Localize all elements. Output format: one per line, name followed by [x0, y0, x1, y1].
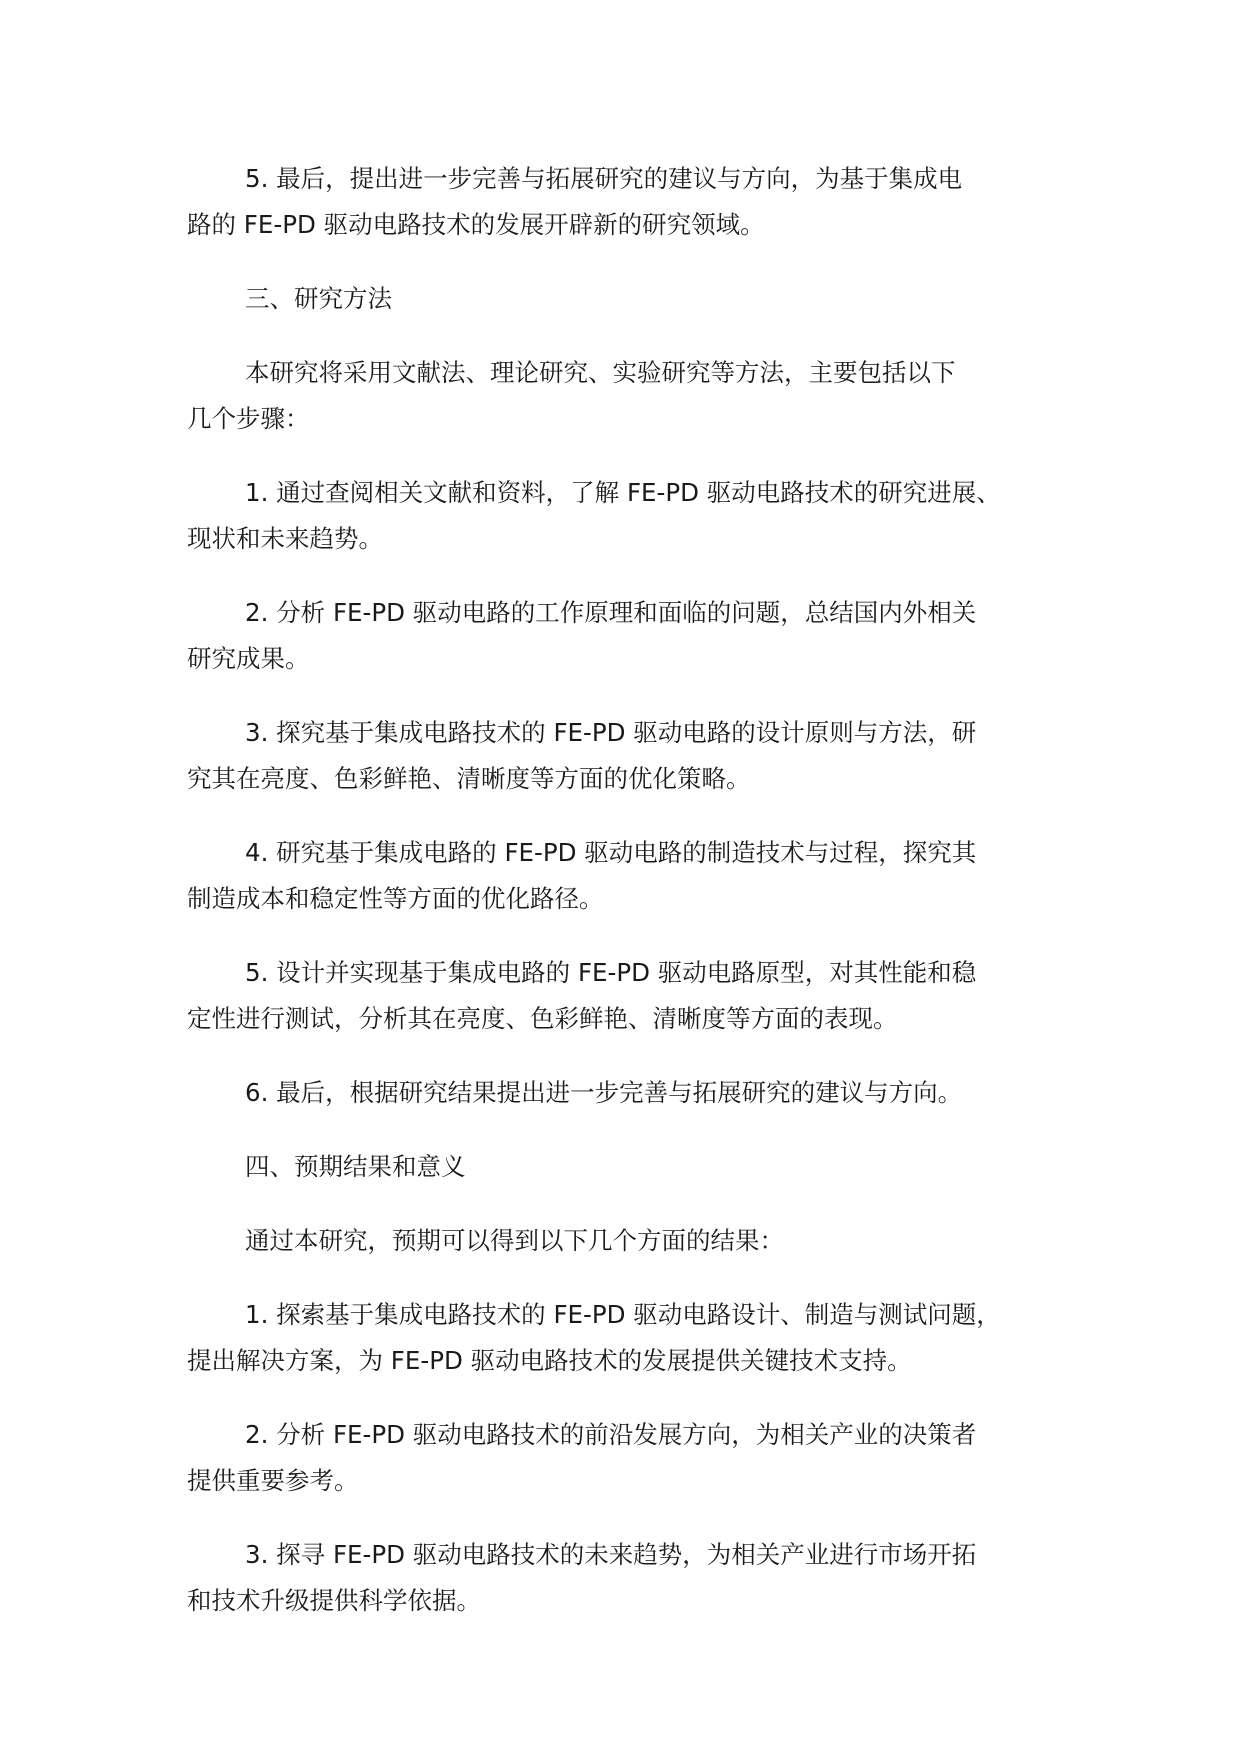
paragraph-result-3	[187, 1532, 1087, 1624]
text-line: 1. 探索基于集成电路技术的 FE-PD 驱动电路设计、制造与测试问题，	[245, 1300, 1001, 1329]
text-line: 定性进行测试，分析其在亮度、色彩鲜艳、清晰度等方面的表现。	[187, 1004, 898, 1033]
text-line: 现状和未来趋势。	[187, 524, 383, 553]
text-line: 5. 设计并实现基于集成电路的 FE-PD 驱动电路原型，对其性能和稳	[245, 958, 977, 987]
text-line: 提供重要参考。	[187, 1466, 359, 1495]
text-line: 提出解决方案，为 FE-PD 驱动电路技术的发展提供关键技术支持。	[187, 1346, 912, 1375]
paragraph-method-step-5	[187, 950, 1087, 1042]
section-heading-research-methods	[187, 276, 1087, 322]
text-line: 3. 探寻 FE-PD 驱动电路技术的未来趋势，为相关产业进行市场开拓	[245, 1540, 977, 1569]
text-line: 6. 最后，根据研究结果提出进一步完善与拓展研究的建议与方向。	[245, 1078, 963, 1107]
paragraph-method-step-1	[187, 470, 1087, 562]
paragraph-results-intro	[187, 1218, 1087, 1264]
text-line: 四、预期结果和意义	[245, 1152, 466, 1181]
paragraph-result-2	[187, 1412, 1087, 1504]
paragraph-method-step-2	[187, 590, 1087, 682]
text-line: 研究成果。	[187, 644, 310, 673]
text-line: 路的 FE-PD 驱动电路技术的发展开辟新的研究领域。	[187, 210, 765, 239]
paragraph-result-1	[187, 1292, 1087, 1384]
paragraph-conclusion-item-5	[187, 156, 1087, 248]
text-line: 和技术升级提供科学依据。	[187, 1586, 481, 1615]
paragraph-method-step-3	[187, 710, 1087, 802]
paragraph-method-step-4	[187, 830, 1087, 922]
text-line: 通过本研究，预期可以得到以下几个方面的结果：	[245, 1226, 784, 1255]
paragraph-method-step-6	[187, 1070, 1087, 1116]
document-body	[187, 156, 1087, 1652]
text-line: 1. 通过查阅相关文献和资料，了解 FE-PD 驱动电路技术的研究进展、	[245, 478, 1001, 507]
text-line: 几个步骤：	[187, 404, 310, 433]
text-line: 3. 探究基于集成电路技术的 FE-PD 驱动电路的设计原则与方法，研	[245, 718, 977, 747]
text-line: 制造成本和稳定性等方面的优化路径。	[187, 884, 604, 913]
text-line: 本研究将采用文献法、理论研究、实验研究等方法，主要包括以下	[245, 358, 956, 387]
text-line: 2. 分析 FE-PD 驱动电路的工作原理和面临的问题，总结国内外相关	[245, 598, 977, 627]
text-line: 5. 最后，提出进一步完善与拓展研究的建议与方向，为基于集成电	[245, 164, 963, 193]
paragraph-methods-intro	[187, 350, 1087, 442]
text-line: 2. 分析 FE-PD 驱动电路技术的前沿发展方向，为相关产业的决策者	[245, 1420, 977, 1449]
text-line: 究其在亮度、色彩鲜艳、清晰度等方面的优化策略。	[187, 764, 751, 793]
text-line: 三、研究方法	[245, 284, 392, 313]
section-heading-expected-results	[187, 1144, 1087, 1190]
text-line: 4. 研究基于集成电路的 FE-PD 驱动电路的制造技术与过程，探究其	[245, 838, 977, 867]
